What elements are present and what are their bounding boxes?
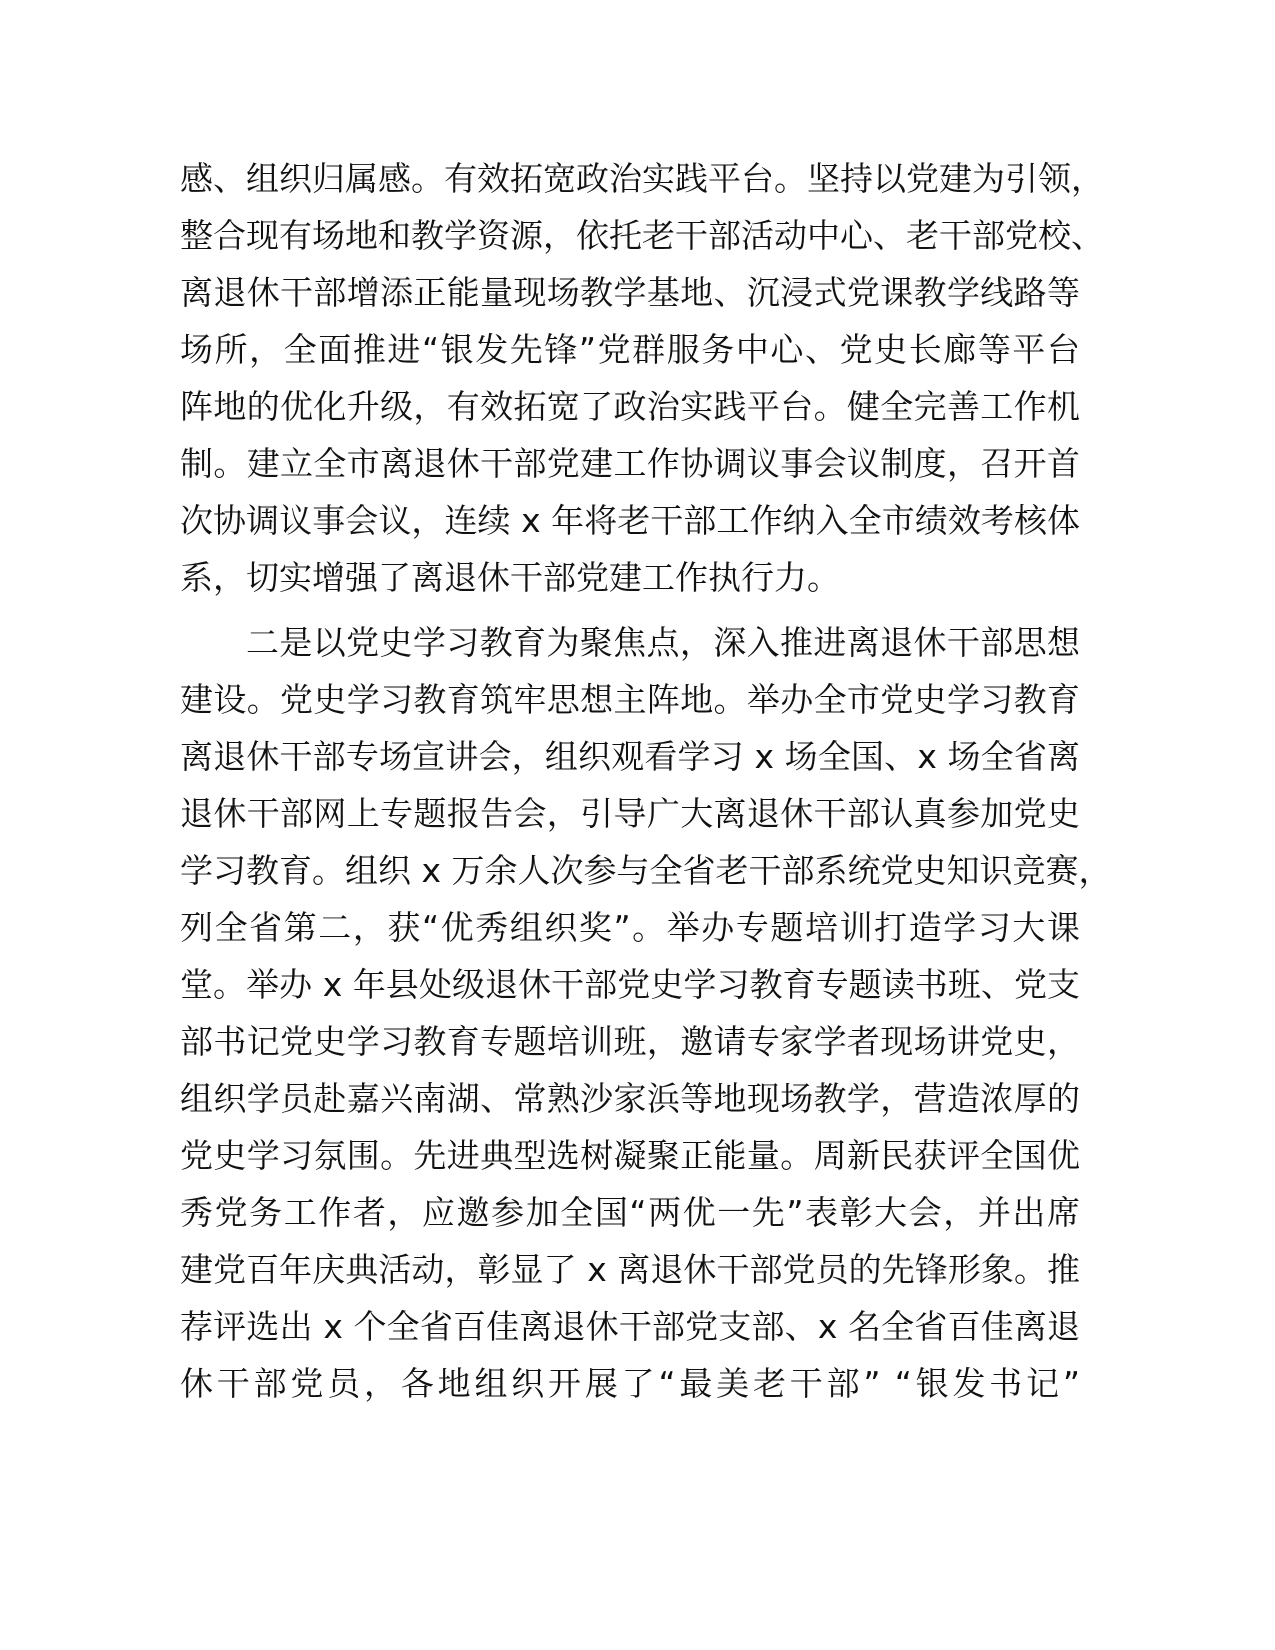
text-line: 秀党务工作者，应邀参加全国“两优一先”表彰大会，并出席: [180, 1193, 1080, 1232]
text-line: 整合现有场地和教学资源，依托老干部活动中心、老干部党校、: [180, 216, 1104, 255]
text-line: 党史学习氛围。先进典型选树凝聚正能量。周新民获评全国优: [180, 1136, 1080, 1175]
text-line: 堂。举办 x 年县处级退休干部党史学习教育专题读书班、党支: [180, 965, 1080, 1004]
text-line: 离退休干部增添正能量现场教学基地、沉浸式党课教学线路等: [180, 273, 1080, 312]
paragraph-2: [180, 614, 1112, 1412]
text-line: 建党百年庆典活动，彰显了 x 离退休干部党员的先锋形象。推: [180, 1250, 1080, 1289]
text-line: 感、组织归属感。有效拓宽政治实践平台。坚持以党建为引领，: [180, 159, 1104, 198]
text-line: 部书记党史学习教育专题培训班，邀请专家学者现场讲党史，: [180, 1022, 1080, 1061]
body-text: [180, 150, 1112, 1412]
text-line: 荐评选出 x 个全省百佳离退休干部党支部、x 名全省百佳离退: [180, 1307, 1080, 1346]
text-line: 二是以党史学习教育为聚焦点，深入推进离退休干部思想: [246, 623, 1080, 662]
text-line: 次协调议事会议，连续 x 年将老干部工作纳入全市绩效考核体: [180, 501, 1080, 540]
text-line: 系，切实增强了离退休干部党建工作执行力。: [180, 558, 840, 597]
text-line: 离退休干部专场宣讲会，组织观看学习 x 场全国、x 场全省离: [180, 737, 1080, 776]
text-line: 组织学员赴嘉兴南湖、常熟沙家浜等地现场教学，营造浓厚的: [180, 1079, 1080, 1118]
text-line: 场所，全面推进“银发先锋”党群服务中心、党史长廊等平台: [180, 330, 1080, 369]
text-line: 退休干部网上专题报告会，引导广大离退休干部认真参加党史: [180, 794, 1080, 833]
text-line: 制。建立全市离退休干部党建工作协调议事会议制度，召开首: [180, 444, 1080, 483]
text-line: 休干部党员，各地组织开展了“最美老干部” “银发书记”: [180, 1364, 1080, 1403]
text-line: 建设。党史学习教育筑牢思想主阵地。举办全市党史学习教育: [180, 680, 1080, 719]
paragraph-1: [180, 150, 1104, 606]
text-line: 阵地的优化升级，有效拓宽了政治实践平台。健全完善工作机: [180, 387, 1080, 426]
paragraph-spacer: [180, 606, 1080, 614]
text-line: 学习教育。组织 x 万余人次参与全省老干部系统党史知识竞赛，: [180, 851, 1112, 890]
text-line: 列全省第二，获“优秀组织奖”。举办专题培训打造学习大课: [180, 908, 1080, 947]
